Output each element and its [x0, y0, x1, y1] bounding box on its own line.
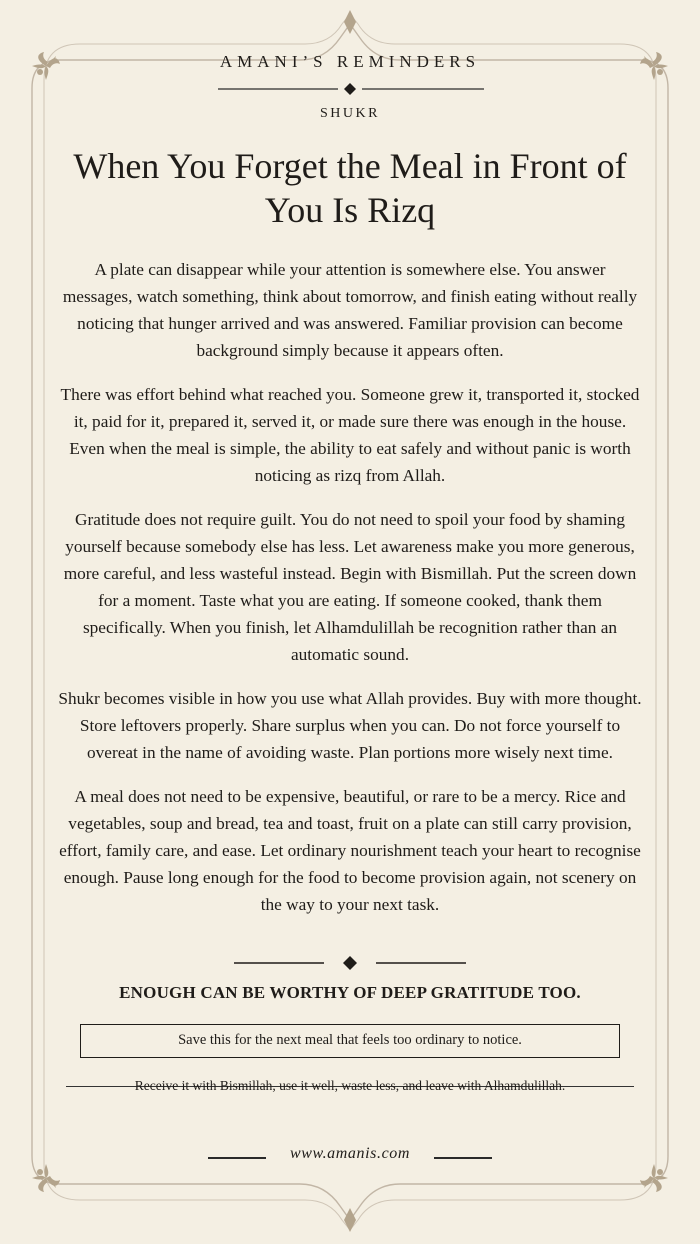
paragraph: Shukr becomes visible in how you use what Allah provides. Buy with more thought. Store leftovers properly. Share surplus when you can. Do not force yourself to overeat in the name of avoiding waste. Plan portions more wisely next time.: [58, 689, 642, 762]
paragraph: There was effort behind what reached you. Someone grew it, transported it, stocked it, paid for it, prepared it, served it, or made sure there was enough in the house. Even when the meal is simple, the ability to eat safely and without panic is worth noticing as rizq from Allah.: [60, 385, 640, 485]
closing-line: [66, 1077, 634, 1095]
paragraph: A meal does not need to be expensive, beautiful, or rare to be a mercy. Rice and vegetables, soup and bread, tea and toast, fruit on a plate can still carry provision, effort, family care, and ease. Let ordinary nourishment teach your heart to recognise enough. Pause long enough for the food to become provision again, not scenery on the way to your next task.: [59, 787, 641, 914]
category-label: SHUKR: [320, 106, 380, 121]
footer: [58, 1145, 642, 1169]
closing-text: Receive it with Bismillah, use it well, waste less, and leave with Alhamdulillah.: [134, 1078, 566, 1093]
footer-rule-right: [434, 1157, 492, 1159]
diamond-icon: [343, 956, 357, 970]
article-title: When You Forget the Meal in Front of You Is Rizq: [73, 146, 627, 230]
paragraph: A plate can disappear while your attention is somewhere else. You answer messages, watch something, think about tomorrow, and finish eating without really noticing that hunger arrived and was answered. Familiar provision can become background simply because it appears often.: [62, 260, 638, 360]
paragraph: Gratitude does not require guilt. You do not need to spoil your food by shaming yourself because somebody else has less. Let awareness make you more generous, more careful, and less wasteful instead. Begin with Bismillah. Put the screen down for a moment. Taste what you are eating. If someone cooked, thank them specifically. When you finish, let Alhamdulillah be recognition rather than an automatic sound.: [63, 510, 637, 664]
brand-name: AMANI’S REMINDERS: [219, 52, 481, 71]
website-link[interactable]: www.amanis.com: [289, 1145, 411, 1162]
section-divider: [58, 954, 642, 972]
key-message: ENOUGH CAN BE WORTHY OF DEEP GRATITUDE TOO.: [119, 983, 581, 1002]
brand-divider: [58, 82, 642, 96]
save-note-box: Save this for the next meal that feels too ordinary to notice.: [80, 1024, 620, 1058]
article-body: [58, 256, 642, 935]
